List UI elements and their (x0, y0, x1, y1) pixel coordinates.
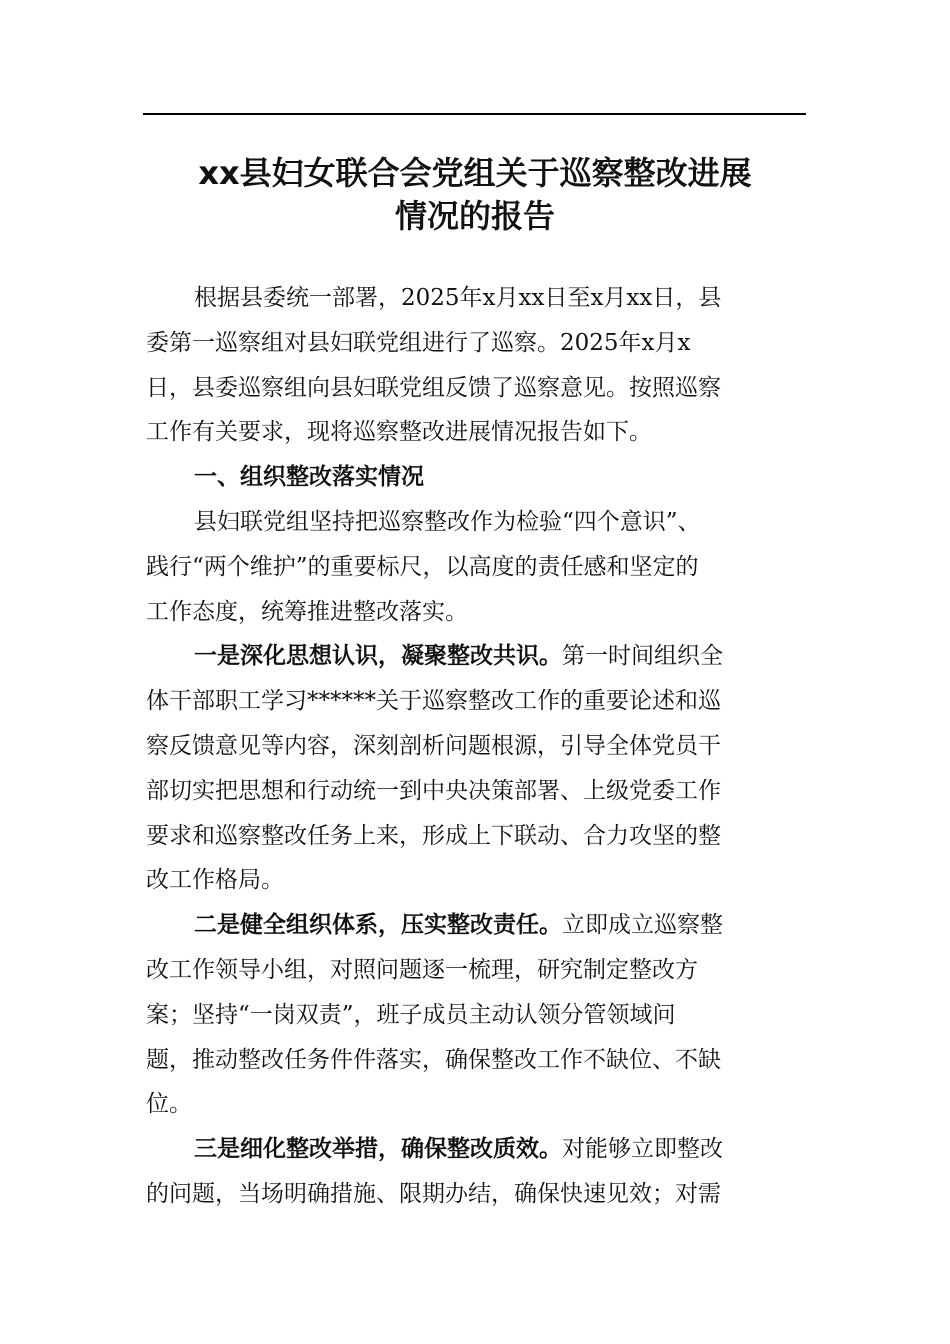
paragraph-lead: 二是健全组织体系，压实整改责任。 (194, 911, 562, 939)
text-line (146, 769, 811, 814)
paragraph-lead: 三是细化整改举措，确保整改质效。 (194, 1135, 562, 1163)
text-line (146, 366, 811, 411)
line-text: 县妇联党组坚持把巡察整改作为检验“四个意识”、 (194, 508, 701, 535)
line-text: 改工作格局。 (146, 867, 284, 894)
text-line (146, 590, 811, 635)
line-text: 工作态度，统筹推进整改落实。 (146, 598, 468, 625)
text-line (146, 679, 811, 724)
title-line-1: xx县妇女联合会党组关于巡察整改进展 (198, 154, 752, 192)
line-text: 要求和巡察整改任务上来，形成上下联动、合力攻坚的整 (146, 822, 721, 849)
text-line (146, 948, 811, 993)
text-line (146, 724, 811, 769)
text-line (146, 1038, 811, 1083)
paragraph-lead: 一是深化思想认识，凝聚整改共识。 (194, 642, 562, 670)
line-text: 位。 (146, 1091, 192, 1118)
text-line (146, 545, 811, 590)
line-text: 委第一巡察组对县妇联党组进行了巡察。2025年x月x (146, 329, 691, 356)
line-text: 体干部职工学习******关于巡察整改工作的重要论述和巡 (146, 688, 721, 715)
line-text: 一、组织整改落实情况 (194, 464, 424, 491)
line-text: 第一时间组织全 (562, 643, 723, 670)
line-text: 践行“两个维护”的重要标尺，以高度的责任感和坚定的 (146, 553, 699, 580)
text-line (146, 455, 811, 500)
line-text: 题，推动整改任务件件落实，确保整改工作不缺位、不缺 (146, 1046, 721, 1073)
text-line (146, 276, 811, 321)
document-body (146, 276, 811, 1217)
section-heading (146, 455, 811, 500)
text-line (146, 1172, 811, 1217)
header-rule (143, 113, 806, 115)
text-line (146, 858, 811, 903)
line-text: 案；坚持“一岗双责”，班子成员主动认领分管领域问 (146, 1001, 676, 1028)
line-text: 对能够立即整改 (562, 1136, 723, 1163)
paragraph (146, 903, 811, 1127)
line-text: 改工作领导小组，对照问题逐一梳理，研究制定整改方 (146, 956, 698, 983)
paragraph (146, 500, 811, 634)
paragraph (146, 634, 811, 903)
line-text: 日，县委巡察组向县妇联党组反馈了巡察意见。按照巡察 (146, 374, 721, 401)
paragraph (146, 276, 811, 455)
document-title (120, 152, 830, 238)
line-text: 根据县委统一部署，2025年x月xx日至x月xx日，县 (194, 285, 722, 311)
text-line (146, 500, 811, 545)
text-line (146, 1127, 811, 1172)
line-text: 立即成立巡察整 (562, 912, 723, 939)
text-line (146, 321, 811, 366)
text-line (146, 814, 811, 859)
line-text: 工作有关要求，现将巡察整改进展情况报告如下。 (146, 419, 652, 446)
text-line (146, 410, 811, 455)
line-text: 部切实把思想和行动统一到中央决策部署、上级党委工作 (146, 777, 721, 804)
title-line-2: 情况的报告 (394, 197, 555, 235)
line-text: 察反馈意见等内容，深刻剖析问题根源，引导全体党员干 (146, 732, 721, 759)
line-text: 的问题，当场明确措施、限期办结，确保快速见效；对需 (146, 1180, 721, 1207)
text-line (146, 993, 811, 1038)
text-line (146, 1082, 811, 1127)
text-line (146, 903, 811, 948)
text-line (146, 634, 811, 679)
paragraph (146, 1127, 811, 1217)
